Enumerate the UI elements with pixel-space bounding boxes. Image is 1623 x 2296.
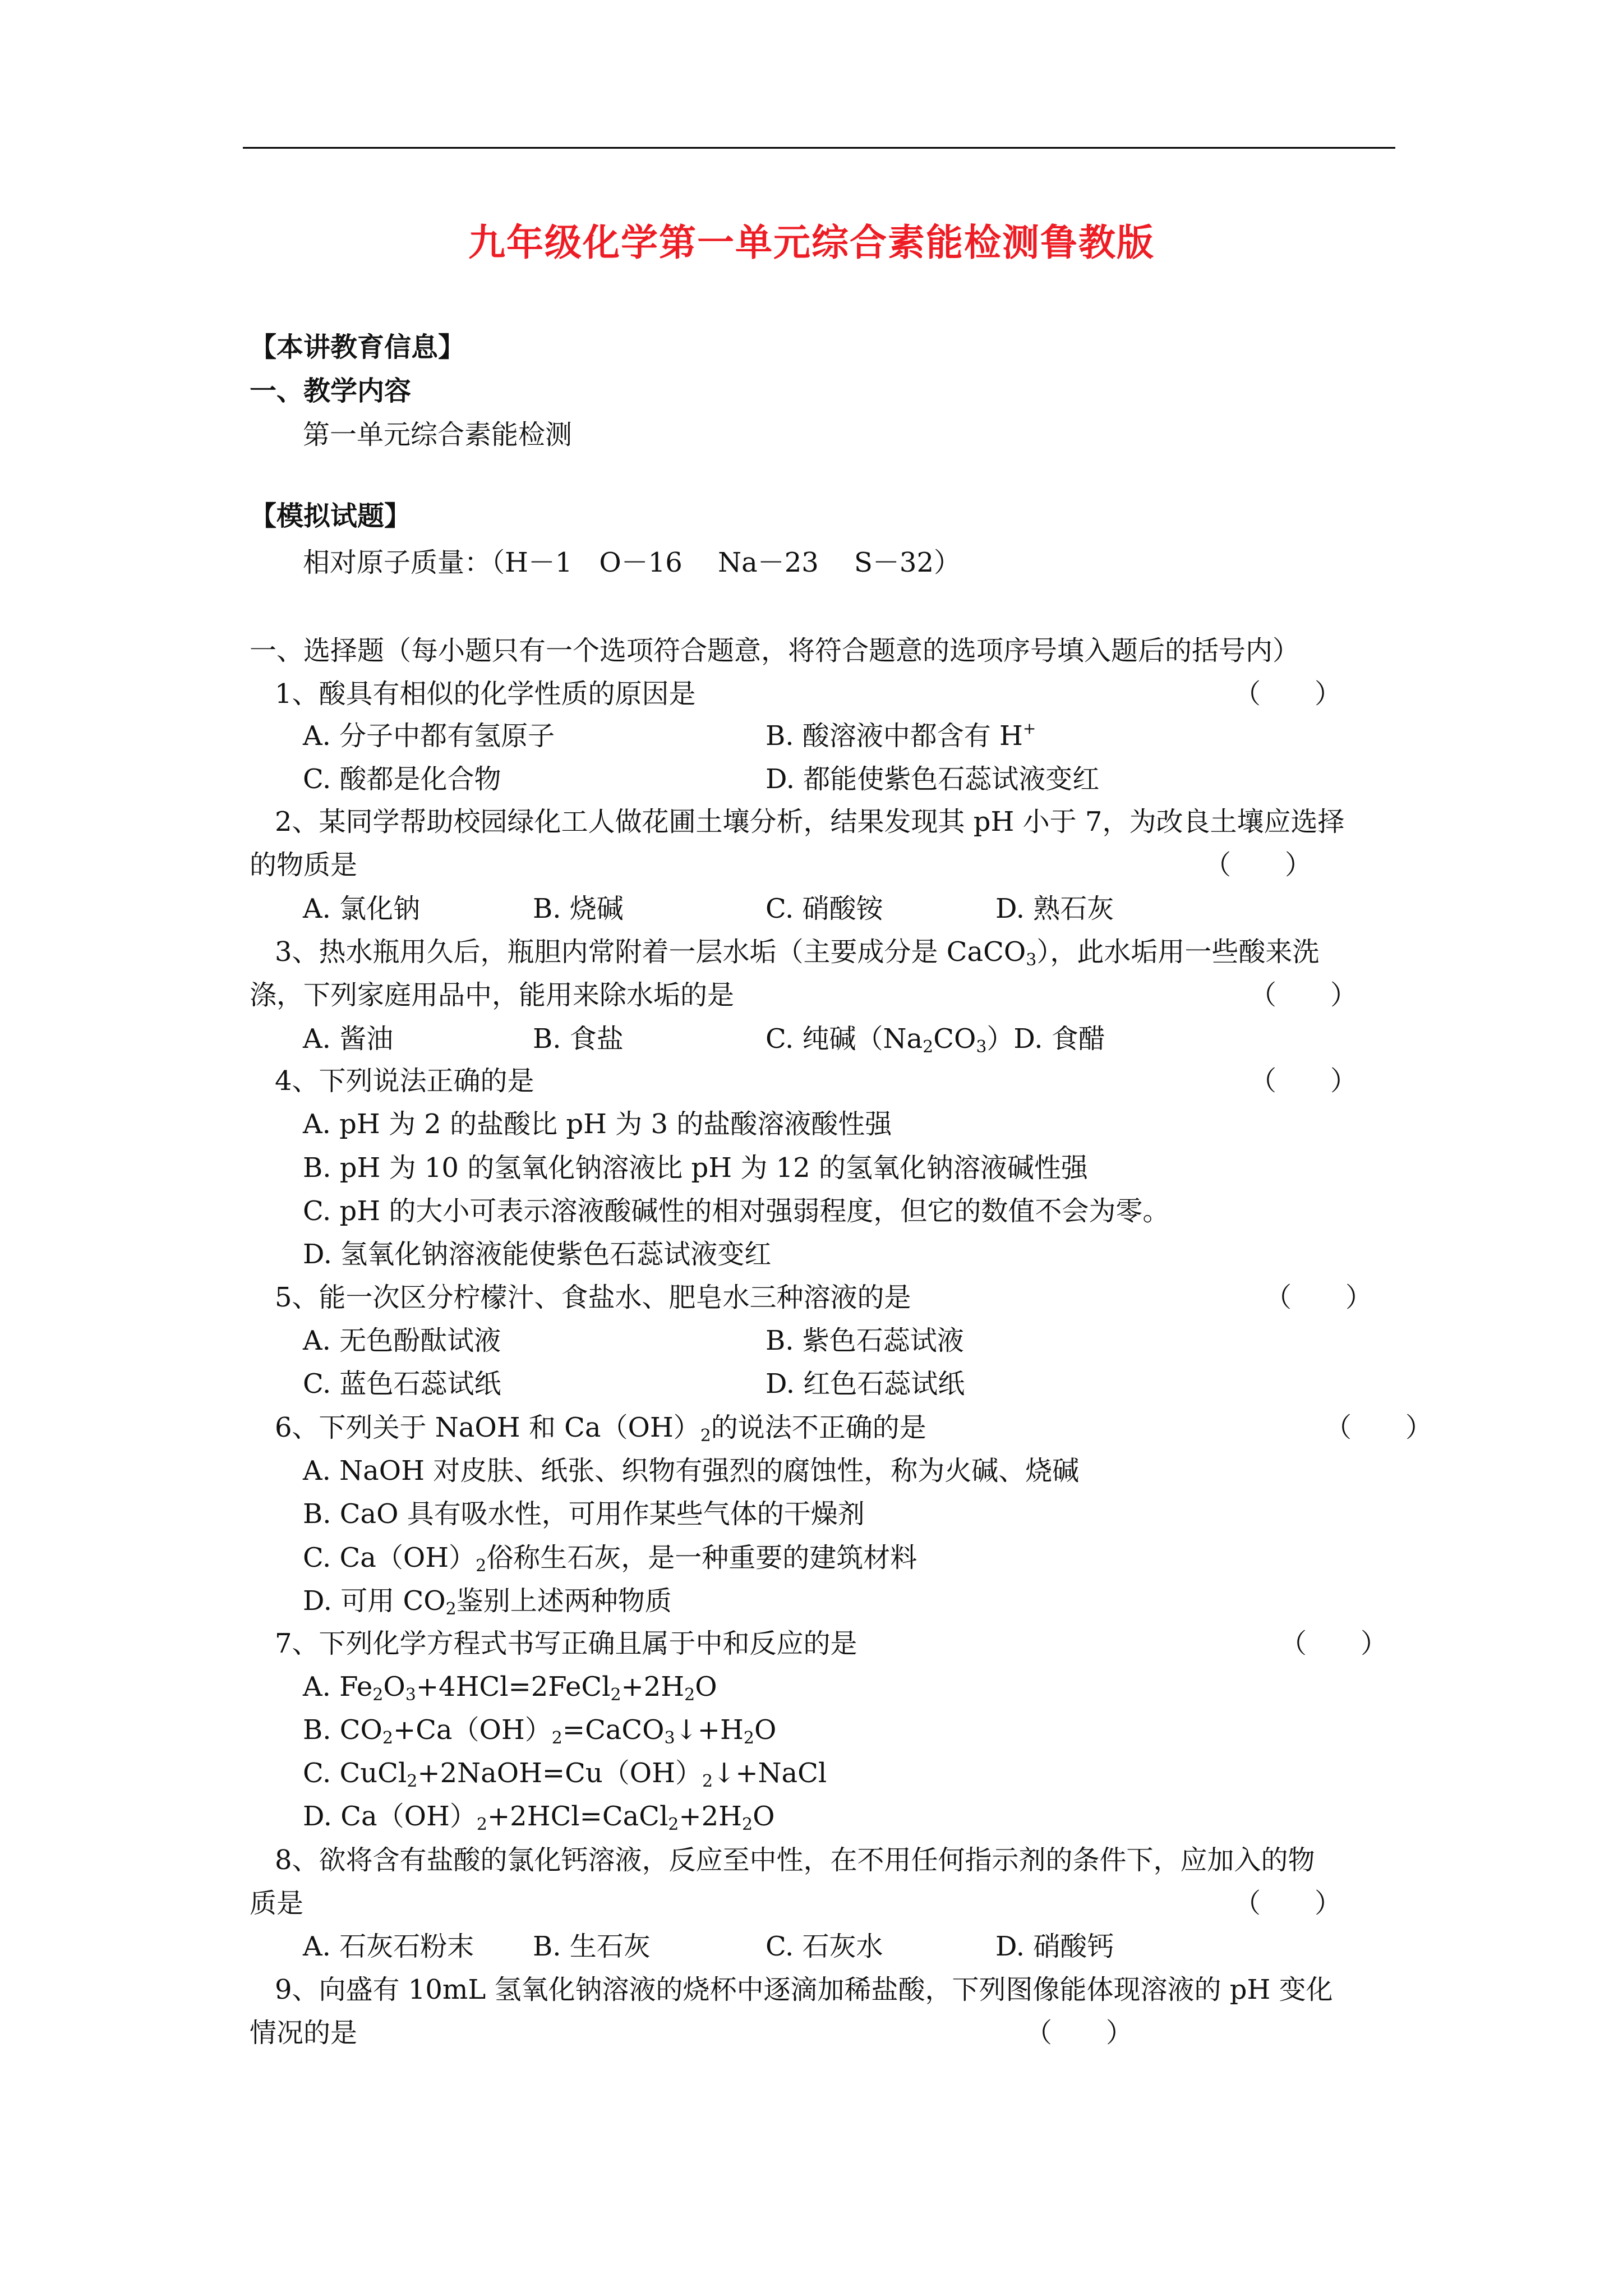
question-2-line-2: 的物质是 <box>250 849 358 881</box>
q8-option-a: A. 石灰石粉末 <box>303 1931 474 1962</box>
answer-paren: （ ） <box>1234 678 1342 710</box>
q8-option-b: B. 生石灰 <box>533 1931 651 1962</box>
part-one-heading: 一、选择题（每小题只有一个选项符合题意，将符合题意的选项序号填入题后的括号内） <box>250 635 1300 666</box>
q4-option-d: D. 氢氧化钠溶液能使紫色石蕊试液变红 <box>303 1239 772 1270</box>
q6-option-c: C. $Ca(OH)_2$俗称生石灰，是一种重要的建筑材料 <box>303 1542 917 1576</box>
question-3-line-1: 3、热水瓶用久后，瓶胆内常附着一层水垢（主要成分是 CaCO$_3$），此水垢用一些酸来洗 <box>275 936 1320 970</box>
question-9-line-1: 9、向盛有 10mL 氢氧化钠溶液的烧杯中逐滴加稀盐酸，下列图像能体现溶液的 pH 变化 <box>275 1974 1333 2005</box>
section-content-text: 第一单元综合素能检测 <box>303 419 573 450</box>
header-rule <box>243 147 1395 149</box>
document-title: 九年级化学第一单元综合素能检测鲁教版 <box>468 220 1155 264</box>
q6-option-d: D. 可用 $CO_2$鉴别上述两种物质 <box>303 1585 672 1619</box>
q1-option-c: C. 酸都是化合物 <box>303 763 501 795</box>
section-heading-mock: 【模拟试题】 <box>250 500 412 532</box>
atomic-mass-line: 相对原子质量：（H－1 O－16 Na－23 S－32） <box>303 547 961 578</box>
question-4: 4、下列说法正确的是 <box>275 1065 534 1097</box>
question-6: 6、下列关于 NaOH 和 $Ca(OH)_2$的说法不正确的是 <box>275 1412 926 1446</box>
question-3-line-2: 涤，下列家庭用品中，能用来除水垢的是 <box>250 979 735 1011</box>
question-8-line-2: 质是 <box>250 1888 304 1919</box>
q5-option-d: D. 红色石蕊试纸 <box>766 1368 965 1400</box>
question-7: 7、下列化学方程式书写正确且属于中和反应的是 <box>275 1628 857 1659</box>
section-heading-info: 【本讲教育信息】 <box>250 332 465 363</box>
q3-option-b: B. 食盐 <box>533 1023 624 1055</box>
question-9-line-2: 情况的是 <box>250 2017 358 2049</box>
question-5: 5、能一次区分柠檬汁、食盐水、肥皂水三种溶液的是 <box>275 1282 911 1313</box>
q7-option-a: A. $Fe_2O_3+4HCl=2FeCl_2+2H_2O$ <box>303 1671 717 1705</box>
q2-option-b: B. 烧碱 <box>533 893 624 924</box>
question-2-line-1: 2、某同学帮助校园绿化工人做花圃土壤分析，结果发现其 pH 小于 7，为改良土壤应选择 <box>275 806 1345 838</box>
q2-option-d: D. 熟石灰 <box>995 893 1114 924</box>
q4-option-b: B. pH 为 10 的氢氧化钠溶液比 pH 为 12 的氢氧化钠溶液碱性强 <box>303 1152 1088 1184</box>
q2-option-c: C. 硝酸铵 <box>766 893 883 924</box>
q1-option-b: B. 酸溶液中都含有 H+ <box>766 719 1036 752</box>
q1-option-a: A. 分子中都有氢原子 <box>303 720 555 752</box>
q4-option-a: A. pH 为 2 的盐酸比 pH 为 3 的盐酸溶液酸性强 <box>303 1108 892 1140</box>
answer-paren: （ ） <box>1265 1282 1373 1313</box>
answer-paren: （ ） <box>1325 1412 1433 1443</box>
q2-option-a: A. 氯化钠 <box>303 893 421 924</box>
q3-option-c-d: C. 纯碱$(Na_2CO_3)D$. 食醋 <box>766 1023 1105 1057</box>
q8-option-d: D. 硝酸钙 <box>995 1931 1114 1962</box>
q5-option-b: B. 紫色石蕊试液 <box>766 1325 964 1356</box>
q3-option-a: A. 酱油 <box>303 1023 394 1055</box>
question-8-line-1: 8、欲将含有盐酸的氯化钙溶液，反应至中性，在不用任何指示剂的条件下，应加入的物 <box>275 1844 1315 1876</box>
answer-paren: （ ） <box>1025 2017 1133 2049</box>
question-1: 1、酸具有相似的化学性质的原因是 <box>275 678 696 710</box>
q8-option-c: C. 石灰水 <box>766 1931 883 1962</box>
q7-option-b: B. $CO_2+Ca(OH)_2=CaCO_3↓+H_2O$ <box>303 1714 777 1748</box>
answer-paren: （ ） <box>1234 1888 1342 1919</box>
q7-option-d: D. $Ca(OH)_2+2HCl=CaCl_2+2H_2O$ <box>303 1801 775 1834</box>
q6-option-a: A. NaOH 对皮肤、纸张、织物有强烈的腐蚀性，称为火碱、烧碱 <box>303 1455 1080 1487</box>
answer-paren: （ ） <box>1280 1628 1388 1659</box>
section-heading-content: 一、教学内容 <box>250 375 412 407</box>
q5-option-a: A. 无色酚酞试液 <box>303 1325 501 1356</box>
q7-option-c: C. $CuCl_2+2NaOH=Cu(OH)_2↓+NaCl$ <box>303 1757 827 1791</box>
answer-paren: （ ） <box>1249 979 1358 1011</box>
answer-paren: （ ） <box>1204 849 1312 881</box>
q6-option-b: B. CaO 具有吸水性，可用作某些气体的干燥剂 <box>303 1498 865 1530</box>
q1-option-d: D. 都能使紫色石蕊试液变红 <box>766 763 1100 795</box>
q4-option-c: C. pH 的大小可表示溶液酸碱性的相对强弱程度，但它的数值不会为零。 <box>303 1195 1170 1227</box>
answer-paren: （ ） <box>1249 1065 1358 1097</box>
q5-option-c: C. 蓝色石蕊试纸 <box>303 1368 501 1400</box>
